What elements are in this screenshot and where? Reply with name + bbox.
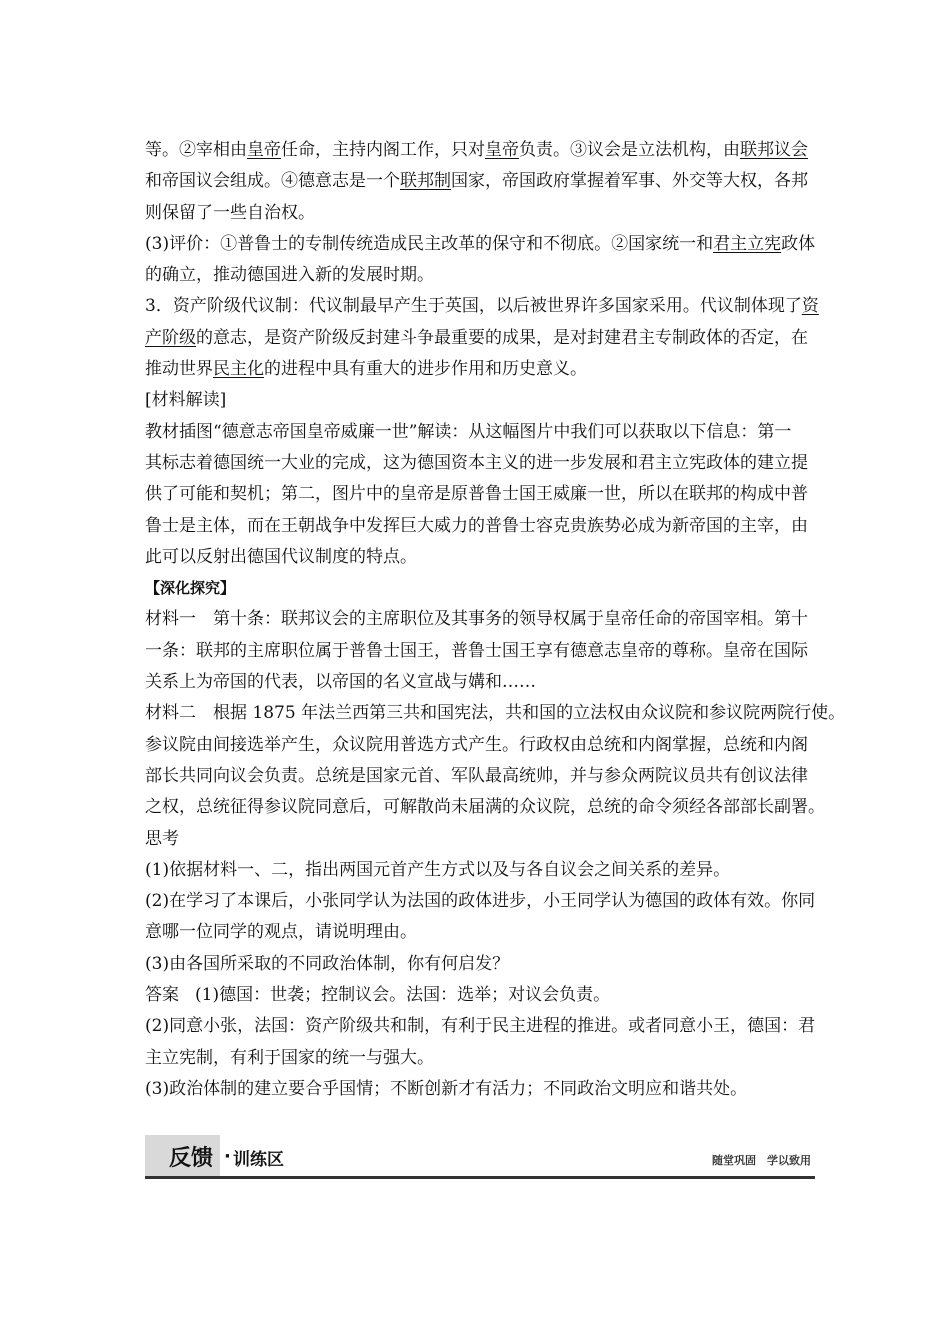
text-run: 负责。③议会是立法机构，由 [519, 140, 740, 160]
text-run: 的进程中具有重大的进步作用和历史意义。 [264, 359, 587, 380]
feedback-banner [145, 1135, 815, 1179]
material-line: 教材插图“德意志帝国皇帝威廉一世”解读：从这幅图片中我们可以获取以下信息：第一 [145, 421, 792, 442]
text-run: 任命，主持内阁工作，只对 [281, 140, 485, 160]
underlined-term: 皇帝 [485, 140, 519, 160]
material-line: 供了可能和契机；第二，图片中的皇帝是原普鲁士国王威廉一世，所以在联邦的构成中普 [145, 484, 808, 505]
underlined-term: 产阶级 [145, 327, 196, 348]
source-line: 材料一 第十条：联邦议会的主席职位及其事务的领导权属于皇帝任命的帝国宰相。第十 [145, 609, 808, 630]
question-line: 意哪一位同学的观点，请说明理由。 [145, 922, 417, 943]
think-heading: 思考 [145, 828, 179, 849]
answer-line: 主立宪制，有利于国家的统一与强大。 [145, 1047, 434, 1068]
material-line: 其标志着德国统一大业的完成，这为德国资本主义的进一步发展和君主立宪政体的建立提 [145, 452, 808, 473]
banner-slogan: 随堂巩固 学以致用 [712, 1154, 811, 1167]
paragraph-line [145, 354, 815, 385]
paragraph-line [145, 135, 815, 166]
banner-rule [145, 1176, 815, 1179]
section-heading: [材料解读] [145, 390, 227, 411]
material-line: 此可以反射出德国代议制度的特点。 [145, 546, 417, 567]
banner-dot: · [224, 1146, 231, 1167]
underlined-term: 联邦议会 [740, 140, 808, 160]
answer-text: (1)德国：世袭；控制议会。法国：选举；对议会负责。 [195, 985, 611, 1006]
source-line: 参议院由间接选举产生，众议院用普选方式产生。行政权由总统和内阁掌握，总统和内阁 [145, 734, 808, 755]
paragraph-line: 则保留了一些自治权。 [145, 202, 315, 223]
source-line: 部长共同向议会负责。总统是国家元首、军队最高统帅，并与参众两院议员共有创议法律 [145, 765, 808, 786]
answer-label: 答案 [145, 985, 179, 1006]
section-heading: 【深化探究】 [145, 579, 236, 598]
banner-title: 反馈 [169, 1146, 214, 1171]
page-content [145, 135, 846, 1105]
text-run: 推动世界 [145, 359, 213, 380]
text-run: (3)评价：①普鲁士的专制传统造成民主改革的保守和不彻底。②国家统一和 [145, 233, 714, 254]
source-line: 关系上为帝国的代表，以帝国的名义宣战与媾和…… [145, 672, 536, 693]
paragraph-line [145, 166, 815, 197]
text-run: 国家，帝国政府掌握着军事、外交等大权，各邦 [451, 171, 808, 192]
text-run: 3．资产阶级代议制：代议制最早产生于英国，以后被世界许多国家采用。代议制体现了 [145, 296, 802, 317]
underlined-term: 皇帝 [247, 140, 281, 160]
source-line: 材料二 根据 1875 年法兰西第三共和国宪法，共和国的立法权由众议院和参议院两院行使。 [145, 703, 846, 724]
underlined-term: 君主立宪 [713, 233, 782, 254]
paragraph-line [145, 229, 815, 260]
question-line: (3)由各国所采取的不同政治体制，你有何启发？ [145, 953, 510, 974]
material-line: 鲁士是主体，而在王朝战争中发挥巨大威力的普鲁士容克贵族势必成为新帝国的主宰，由 [145, 515, 808, 536]
text-run: 的意志，是资产阶级反封建斗争最重要的成果，是对封建君主专制政体的否定，在 [196, 327, 808, 348]
question-line: (2)在学习了本课后，小张同学认为法国的政体进步，小王同学认为德国的政体有效。你同 [145, 891, 816, 912]
source-line: 一条：联邦的主席职位属于普鲁士国王，普鲁士国王享有德意志皇帝的尊称。皇帝在国际 [145, 640, 808, 661]
underlined-term: 联邦制 [400, 171, 451, 192]
source-line: 之权，总统征得参议院同意后，可解散尚未届满的众议院，总统的命令须经各部部长副署。 [145, 797, 825, 818]
underlined-term: 资 [801, 296, 819, 317]
answer-line: (2)同意小张，法国：资产阶级共和制，有利于民主进程的推进。或者同意小王，德国：君 [145, 1016, 816, 1037]
paragraph-line: 的确立，推动德国进入新的发展时期。 [145, 265, 434, 286]
paragraph-line [145, 291, 819, 322]
answer-line: (3)政治体制的建立要合乎国情；不断创新才有活力；不同政治文明应和谐共处。 [145, 1078, 748, 1099]
text-run: 政体 [781, 233, 816, 254]
question-line: (1)依据材料一、二，指出两国元首产生方式以及与各自议会之间关系的差异。 [145, 859, 731, 880]
answer-line [145, 980, 815, 1011]
text-run: 等。②宰相由 [145, 140, 247, 160]
paragraph-line [145, 323, 815, 354]
underlined-term: 民主化 [213, 359, 264, 380]
text-run: 和帝国议会组成。④德意志是一个 [145, 171, 400, 192]
banner-subtitle: 训练区 [233, 1150, 284, 1170]
